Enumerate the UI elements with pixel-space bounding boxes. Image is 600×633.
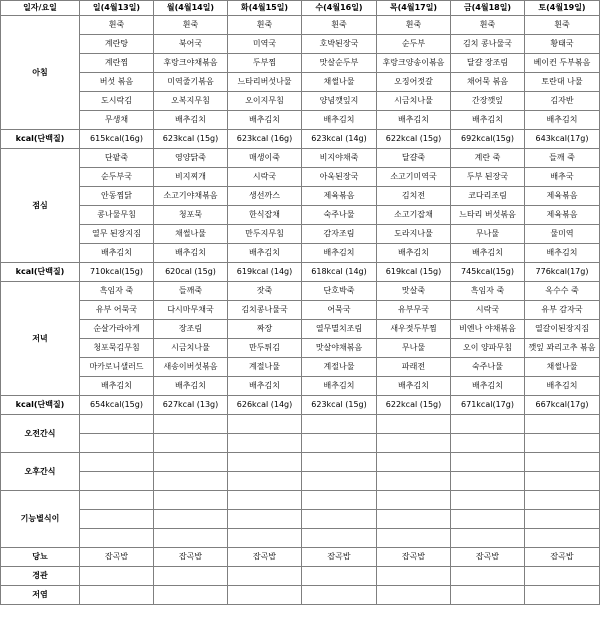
menu-item: 오이 양파무침 — [451, 339, 525, 358]
menu-item: 비지찌개 — [154, 168, 228, 187]
empty-cell — [302, 567, 377, 586]
menu-item: 시락국 — [228, 168, 302, 187]
menu-item: 청포묵김무침 — [80, 339, 154, 358]
menu-item: 새송이버섯볶음 — [154, 358, 228, 377]
morning-snack-row — [1, 415, 600, 434]
kcal-value: 623kcal (14g) — [302, 130, 377, 149]
empty-cell — [451, 434, 525, 453]
day-header: 금(4월18일) — [451, 1, 525, 16]
menu-item: 배추국 — [525, 168, 600, 187]
low-salt-row — [1, 586, 600, 605]
menu-item: 배추김치 — [228, 111, 302, 130]
empty-cell — [80, 434, 154, 453]
empty-cell — [525, 529, 600, 548]
empty-cell — [80, 415, 154, 434]
empty-cell — [228, 529, 302, 548]
menu-item: 미역줄기볶음 — [154, 73, 228, 92]
empty-cell — [377, 586, 451, 605]
menu-item: 배추김치 — [451, 111, 525, 130]
dinner-kcal-row — [1, 396, 600, 415]
empty-cell — [154, 434, 228, 453]
menu-item: 김자반 — [525, 92, 600, 111]
dinner-row — [1, 320, 600, 339]
menu-item: 유부무국 — [377, 301, 451, 320]
lunch-row — [1, 168, 600, 187]
kcal-value: 745kcal(15g) — [451, 263, 525, 282]
menu-item: 도시락김 — [80, 92, 154, 111]
menu-item: 북어국 — [154, 35, 228, 54]
kcal-value: 623kcal (16g) — [228, 130, 302, 149]
dinner-row — [1, 339, 600, 358]
menu-item: 맛살순두부 — [302, 54, 377, 73]
kcal-value: 623kcal (15g) — [154, 130, 228, 149]
menu-item: 흰죽 — [377, 16, 451, 35]
menu-item: 순살가라아게 — [80, 320, 154, 339]
low-salt-label: 저염 — [1, 586, 80, 605]
empty-cell — [302, 586, 377, 605]
menu-item: 배추김치 — [451, 244, 525, 263]
menu-item: 열무멸치조림 — [302, 320, 377, 339]
menu-item: 채썰나물 — [525, 358, 600, 377]
menu-item: 비엔나 야채볶음 — [451, 320, 525, 339]
empty-cell — [302, 491, 377, 510]
menu-item: 시금치나물 — [154, 339, 228, 358]
menu-item: 흰죽 — [525, 16, 600, 35]
day-header: 일(4월13일) — [80, 1, 154, 16]
menu-item: 오이지무침 — [228, 92, 302, 111]
lunch-kcal-row — [1, 263, 600, 282]
kcal-value: 618kcal (14g) — [302, 263, 377, 282]
menu-item: 채썰나물 — [154, 225, 228, 244]
menu-item: 잣죽 — [228, 282, 302, 301]
kcal-value: 615kcal(16g) — [80, 130, 154, 149]
kcal-value: 692kcal(15g) — [451, 130, 525, 149]
menu-item: 마카로니샐러드 — [80, 358, 154, 377]
empty-cell — [302, 415, 377, 434]
kcal-value: 627kcal (13g) — [154, 396, 228, 415]
kcal-value: 619kcal (14g) — [228, 263, 302, 282]
menu-item: 느타리버섯나물 — [228, 73, 302, 92]
menu-item: 콩나물무침 — [80, 206, 154, 225]
functional-diet-row — [1, 491, 600, 510]
dinner-label: 저녁 — [1, 282, 80, 396]
menu-item: 열무 된장지짐 — [80, 225, 154, 244]
menu-item: 제육볶음 — [525, 187, 600, 206]
menu-item: 소고기잡채 — [377, 206, 451, 225]
menu-item: 김치콩나물국 — [228, 301, 302, 320]
empty-cell — [451, 529, 525, 548]
menu-item: 간장깻잎 — [451, 92, 525, 111]
menu-item: 배추김치 — [154, 244, 228, 263]
breakfast-row — [1, 92, 600, 111]
afternoon-snack-row — [1, 453, 600, 472]
menu-item: 도라지나물 — [377, 225, 451, 244]
diabetes-item: 잡곡밥 — [302, 548, 377, 567]
menu-item: 들깨죽 — [154, 282, 228, 301]
menu-item: 배추김치 — [451, 377, 525, 396]
empty-cell — [377, 491, 451, 510]
kcal-value: 619kcal (15g) — [377, 263, 451, 282]
diabetes-label: 당뇨 — [1, 548, 80, 567]
breakfast-row — [1, 54, 600, 73]
menu-item: 황태국 — [525, 35, 600, 54]
dinner-row — [1, 358, 600, 377]
breakfast-row — [1, 16, 600, 35]
menu-item: 단호박죽 — [302, 282, 377, 301]
menu-item: 느타리 버섯볶음 — [451, 206, 525, 225]
menu-item: 배추김치 — [377, 377, 451, 396]
menu-item: 아욱된장국 — [302, 168, 377, 187]
empty-cell — [377, 510, 451, 529]
menu-item: 호박된장국 — [302, 35, 377, 54]
menu-item: 유부 감자국 — [525, 301, 600, 320]
empty-cell — [302, 434, 377, 453]
menu-item: 만두튀김 — [228, 339, 302, 358]
empty-cell — [377, 567, 451, 586]
empty-cell — [228, 453, 302, 472]
menu-item: 맛살죽 — [377, 282, 451, 301]
menu-item: 흰죽 — [228, 16, 302, 35]
menu-item: 맛살야채볶음 — [302, 339, 377, 358]
menu-item: 배추김치 — [228, 377, 302, 396]
menu-item: 배추김치 — [154, 111, 228, 130]
menu-item: 무나물 — [451, 225, 525, 244]
empty-cell — [451, 567, 525, 586]
empty-cell — [228, 510, 302, 529]
menu-item: 청포묵 — [154, 206, 228, 225]
morning-snack-label: 오전간식 — [1, 415, 80, 453]
tube-row — [1, 567, 600, 586]
menu-item: 계란 죽 — [451, 149, 525, 168]
menu-item: 열갈이된장지짐 — [525, 320, 600, 339]
menu-item: 깻잎 꽈리고추 볶음 — [525, 339, 600, 358]
menu-item: 파래전 — [377, 358, 451, 377]
menu-item: 한식잡채 — [228, 206, 302, 225]
empty-cell — [302, 529, 377, 548]
menu-item: 매생이죽 — [228, 149, 302, 168]
menu-item: 버섯 볶음 — [80, 73, 154, 92]
empty-cell — [228, 415, 302, 434]
functional-diet-row — [1, 510, 600, 529]
menu-item: 감자조림 — [302, 225, 377, 244]
empty-cell — [154, 415, 228, 434]
menu-item: 배추김치 — [302, 111, 377, 130]
menu-item: 김치전 — [377, 187, 451, 206]
dinner-row — [1, 282, 600, 301]
menu-item: 시락국 — [451, 301, 525, 320]
menu-item: 흰죽 — [80, 16, 154, 35]
menu-item: 배추김치 — [525, 111, 600, 130]
menu-item: 흑임자 죽 — [451, 282, 525, 301]
kcal-value: 671kcal(17g) — [451, 396, 525, 415]
empty-cell — [302, 510, 377, 529]
empty-cell — [377, 453, 451, 472]
empty-cell — [80, 510, 154, 529]
lunch-row — [1, 149, 600, 168]
menu-item: 들깨 죽 — [525, 149, 600, 168]
day-header: 토(4월19일) — [525, 1, 600, 16]
kcal-label: kcal(단백질) — [1, 396, 80, 415]
day-header: 월(4월14일) — [154, 1, 228, 16]
menu-item: 새우젓두부찜 — [377, 320, 451, 339]
menu-item: 순두부국 — [80, 168, 154, 187]
empty-cell — [377, 472, 451, 491]
menu-item: 단팥죽 — [80, 149, 154, 168]
menu-item: 미역국 — [228, 35, 302, 54]
day-header: 수(4월16일) — [302, 1, 377, 16]
menu-item: 어묵국 — [302, 301, 377, 320]
empty-cell — [451, 586, 525, 605]
menu-item: 달걀죽 — [377, 149, 451, 168]
menu-item: 양념깻잎지 — [302, 92, 377, 111]
menu-item: 배추김치 — [377, 111, 451, 130]
empty-cell — [525, 453, 600, 472]
menu-item: 계란찜 — [80, 54, 154, 73]
menu-item: 배추김치 — [228, 244, 302, 263]
kcal-value: 626kcal (14g) — [228, 396, 302, 415]
empty-cell — [80, 453, 154, 472]
menu-item: 소고기야채볶음 — [154, 187, 228, 206]
empty-cell — [451, 491, 525, 510]
empty-cell — [525, 491, 600, 510]
menu-item: 제육볶음 — [302, 187, 377, 206]
kcal-value: 622kcal (15g) — [377, 130, 451, 149]
kcal-label: kcal(단백질) — [1, 130, 80, 149]
menu-item: 달걀 장조림 — [451, 54, 525, 73]
menu-item: 두부찜 — [228, 54, 302, 73]
menu-item: 코다리조림 — [451, 187, 525, 206]
empty-cell — [80, 586, 154, 605]
menu-item: 제육볶음 — [525, 206, 600, 225]
afternoon-snack-label: 오후간식 — [1, 453, 80, 491]
empty-cell — [451, 510, 525, 529]
menu-item: 흰죽 — [302, 16, 377, 35]
breakfast-row — [1, 73, 600, 92]
kcal-value: 623kcal (15g) — [302, 396, 377, 415]
empty-cell — [377, 434, 451, 453]
empty-cell — [154, 529, 228, 548]
menu-item: 숙주나물 — [451, 358, 525, 377]
menu-item: 배추김치 — [80, 244, 154, 263]
dinner-row — [1, 301, 600, 320]
diabetes-item: 잡곡밥 — [451, 548, 525, 567]
menu-item: 오징어젓갈 — [377, 73, 451, 92]
menu-item: 생선까스 — [228, 187, 302, 206]
kcal-value: 667kcal(17g) — [525, 396, 600, 415]
empty-cell — [154, 510, 228, 529]
corner-header: 일자/요일 — [1, 1, 80, 16]
menu-item: 만두지무침 — [228, 225, 302, 244]
kcal-value: 622kcal (15g) — [377, 396, 451, 415]
empty-cell — [451, 453, 525, 472]
menu-item: 유부 어묵국 — [80, 301, 154, 320]
empty-cell — [302, 472, 377, 491]
empty-cell — [80, 472, 154, 491]
empty-cell — [228, 567, 302, 586]
menu-item: 배추김치 — [525, 377, 600, 396]
breakfast-label: 아침 — [1, 16, 80, 130]
afternoon-snack-row — [1, 472, 600, 491]
tube-label: 경관 — [1, 567, 80, 586]
menu-item: 토란대 나물 — [525, 73, 600, 92]
kcal-value: 710kcal(15g) — [80, 263, 154, 282]
menu-item: 순두부 — [377, 35, 451, 54]
menu-item: 흑임자 죽 — [80, 282, 154, 301]
empty-cell — [451, 415, 525, 434]
empty-cell — [80, 567, 154, 586]
menu-item: 물미역 — [525, 225, 600, 244]
header-row — [1, 1, 600, 16]
morning-snack-row — [1, 434, 600, 453]
menu-item: 채썰나물 — [302, 73, 377, 92]
lunch-row — [1, 187, 600, 206]
kcal-value: 643kcal(17g) — [525, 130, 600, 149]
menu-item: 배추김치 — [377, 244, 451, 263]
diabetes-item: 잡곡밥 — [228, 548, 302, 567]
menu-item: 배추김치 — [80, 377, 154, 396]
menu-item: 후랑크야채볶음 — [154, 54, 228, 73]
menu-item: 두부 된장국 — [451, 168, 525, 187]
empty-cell — [525, 510, 600, 529]
menu-item: 짜장 — [228, 320, 302, 339]
diabetes-item: 잡곡밥 — [525, 548, 600, 567]
empty-cell — [377, 529, 451, 548]
empty-cell — [302, 453, 377, 472]
menu-item: 배추김치 — [302, 244, 377, 263]
menu-item: 계절나물 — [302, 358, 377, 377]
menu-item: 옥수수 죽 — [525, 282, 600, 301]
breakfast-row — [1, 111, 600, 130]
menu-item: 시금치나물 — [377, 92, 451, 111]
day-header: 화(4월15일) — [228, 1, 302, 16]
empty-cell — [228, 472, 302, 491]
empty-cell — [525, 567, 600, 586]
empty-cell — [228, 491, 302, 510]
kcal-value: 776kcal(17g) — [525, 263, 600, 282]
empty-cell — [377, 415, 451, 434]
empty-cell — [154, 453, 228, 472]
menu-item: 오복지무침 — [154, 92, 228, 111]
kcal-label: kcal(단백질) — [1, 263, 80, 282]
lunch-row — [1, 244, 600, 263]
empty-cell — [228, 586, 302, 605]
empty-cell — [80, 491, 154, 510]
menu-item: 무나물 — [377, 339, 451, 358]
empty-cell — [525, 415, 600, 434]
menu-item: 배추김치 — [525, 244, 600, 263]
empty-cell — [154, 567, 228, 586]
breakfast-kcal-row — [1, 130, 600, 149]
diabetes-row — [1, 548, 600, 567]
empty-cell — [451, 472, 525, 491]
menu-item: 숙주나물 — [302, 206, 377, 225]
menu-item: 계란탕 — [80, 35, 154, 54]
lunch-row — [1, 206, 600, 225]
empty-cell — [154, 586, 228, 605]
menu-item: 김치 콩나물국 — [451, 35, 525, 54]
lunch-row — [1, 225, 600, 244]
menu-item: 베이컨 두부볶음 — [525, 54, 600, 73]
kcal-value: 654kcal(15g) — [80, 396, 154, 415]
functional-diet-label: 기능별식이 — [1, 491, 80, 548]
menu-item: 흰죽 — [451, 16, 525, 35]
menu-item: 안동찜닭 — [80, 187, 154, 206]
day-header: 목(4월17일) — [377, 1, 451, 16]
lunch-label: 점심 — [1, 149, 80, 263]
diabetes-item: 잡곡밥 — [154, 548, 228, 567]
empty-cell — [154, 472, 228, 491]
menu-item: 소고기미역국 — [377, 168, 451, 187]
empty-cell — [154, 491, 228, 510]
empty-cell — [525, 472, 600, 491]
kcal-value: 620cal (15g) — [154, 263, 228, 282]
empty-cell — [228, 434, 302, 453]
menu-item: 장조림 — [154, 320, 228, 339]
menu-item: 무생채 — [80, 111, 154, 130]
empty-cell — [525, 586, 600, 605]
dinner-row — [1, 377, 600, 396]
menu-item: 배추김치 — [154, 377, 228, 396]
empty-cell — [80, 529, 154, 548]
breakfast-row — [1, 35, 600, 54]
menu-item: 다시마무채국 — [154, 301, 228, 320]
menu-item: 배추김치 — [302, 377, 377, 396]
diabetes-item: 잡곡밥 — [377, 548, 451, 567]
menu-item: 영양닭죽 — [154, 149, 228, 168]
menu-item: 계절나물 — [228, 358, 302, 377]
menu-item: 흰죽 — [154, 16, 228, 35]
menu-item: 후랑크양송이볶음 — [377, 54, 451, 73]
menu-item: 채어묵 볶음 — [451, 73, 525, 92]
menu-item: 비지야채죽 — [302, 149, 377, 168]
empty-cell — [525, 434, 600, 453]
diabetes-item: 잡곡밥 — [80, 548, 154, 567]
functional-diet-row — [1, 529, 600, 548]
